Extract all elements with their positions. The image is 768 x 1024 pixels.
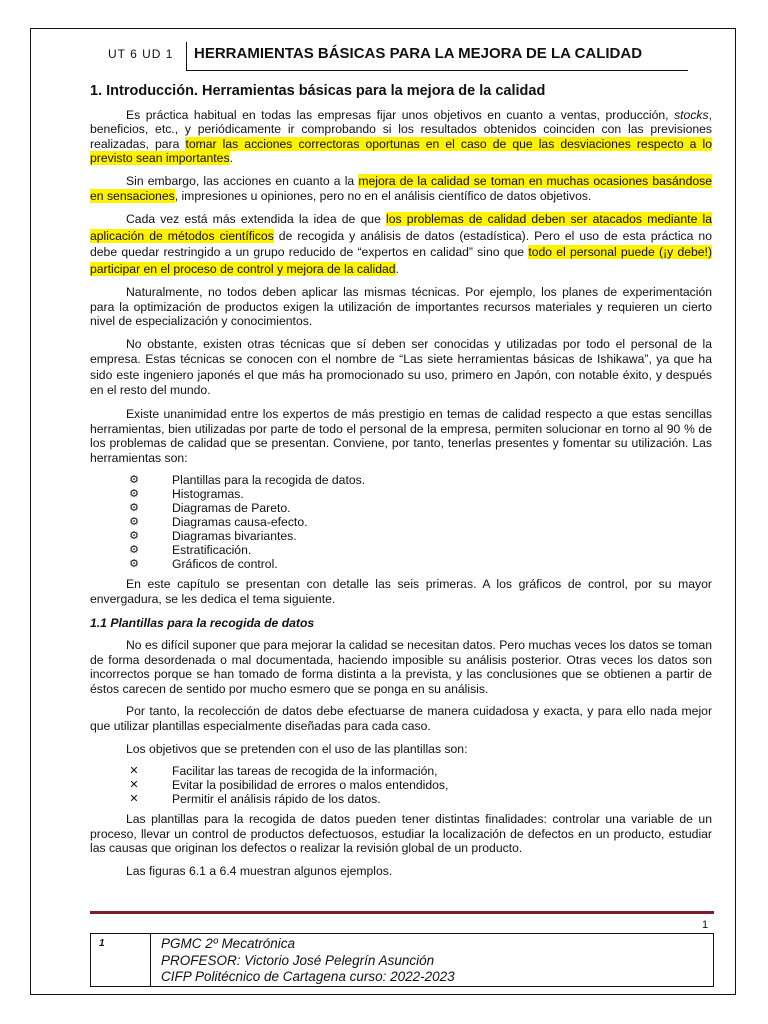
cross-bullet-icon: ✕ xyxy=(129,778,139,792)
list-item-text: Permitir el análisis rápido de los datos. xyxy=(172,792,381,807)
list-item-text: Facilitar las tareas de recogida de la información, xyxy=(172,764,438,779)
list-item-text: Diagramas de Pareto. xyxy=(172,501,291,516)
list-item-text: Evitar la posibilidad de errores o malos entendidos, xyxy=(172,778,449,793)
paragraph xyxy=(90,174,712,203)
gear-bullet-icon: ⚙ xyxy=(129,557,139,571)
text-run: Es práctica habitual en todas las empresas fijar unos objetivos en cuanto a ventas, producción, xyxy=(126,107,675,122)
school-year: CIFP Politécnico de Cartagena curso: 2022-2023 xyxy=(161,969,455,984)
paragraph: Las figuras 6.1 a 6.4 muestran algunos ejemplos. xyxy=(126,864,393,879)
paragraph: Existe unanimidad entre los expertos de más prestigio en temas de calidad respecto a que estas sencillas herramientas, bien utilizadas por parte de todo el personal de la empresa, permiten solucionar en torno al 90 % de los problemas de calidad que se presentan. Conviene, por tanto, tenerlas presentes y fomentar su utilización. Las herramientas son: xyxy=(90,406,712,465)
highlighted-text: los problemas de calidad deben ser atacados mediante la aplicación de métodos científicos xyxy=(90,212,713,243)
paragraph: Las plantillas para la recogida de datos pueden tener distintas finalidades: controlar una variable de un proceso, llevar un control de productos defectuosos, estudiar la localización de defectos en un producto, estudiar las causas que originan los defectos o realizar la revisión global de un producto. xyxy=(90,812,712,856)
gear-bullet-icon: ⚙ xyxy=(129,543,139,557)
text-run-italic: stocks xyxy=(674,107,709,122)
list-item xyxy=(90,543,712,557)
list-item xyxy=(90,778,712,792)
list-item-text: Estratificación. xyxy=(172,543,252,558)
gear-bullet-icon: ⚙ xyxy=(129,501,139,515)
list-item-text: Gráficos de control. xyxy=(172,557,278,572)
list-item xyxy=(90,473,712,487)
header-separator xyxy=(186,42,187,70)
teacher-name: PROFESOR: Victorio José Pelegrín Asunción xyxy=(161,952,435,968)
footer-number: 1 xyxy=(91,934,151,986)
cross-bullet-icon: ✕ xyxy=(129,764,139,778)
footer-text xyxy=(161,936,455,986)
gear-bullet-icon: ⚙ xyxy=(129,473,139,487)
list-item xyxy=(90,487,712,501)
section-heading: 1. Introducción. Herramientas básicas para la mejora de la calidad xyxy=(90,83,546,99)
footer-box xyxy=(90,933,714,987)
text-run: Sin embargo, las acciones en cuanto a la xyxy=(126,173,359,188)
footer-rule xyxy=(90,911,714,914)
text-run: . xyxy=(395,261,399,276)
document-title: HERRAMIENTAS BÁSICAS PARA LA MEJORA DE LA CALIDAD xyxy=(194,45,643,62)
cross-bullet-icon: ✕ xyxy=(129,792,139,806)
list-item xyxy=(90,515,712,529)
highlighted-text: tomar las acciones correctoras oportunas en el caso de que las desviaciones respecto a lo previsto sean importantes xyxy=(90,136,712,166)
subsection-heading: 1.1 Plantillas para la recogida de datos xyxy=(90,615,315,630)
text-run: , impresiones u opiniones, pero no en el análisis científico de datos objetivos. xyxy=(174,188,592,203)
paragraph xyxy=(90,108,712,166)
course-name: PGMC 2º Mecatrónica xyxy=(161,936,295,951)
paragraph: Por tanto, la recolección de datos debe efectuarse de manera cuidadosa y exacta, y para ello nada mejor que utilizar plantillas especialmente diseñadas para cada caso. xyxy=(90,704,712,734)
list-item-text: Diagramas bivariantes. xyxy=(172,529,297,544)
paragraph: No obstante, existen otras técnicas que sí deben ser conocidas y utilizadas por todo el personal de la empresa. Estas técnicas se conocen con el nombre de “Las siete herramientas básicas de Ishikawa”, ya que ha sido este ingeniero japonés el que más ha promocionado su uso, primero en Japón, con notable éxito, y después en el resto del mundo. xyxy=(90,336,712,398)
text-run: de recogida y análisis de datos (estadística). Pero el uso de esta práctica no debe quedar restringido a un grupo reducido de “expertos en calidad” sino que xyxy=(90,228,712,260)
paragraph: Naturalmente, no todos deben aplicar las mismas técnicas. Por ejemplo, los planes de experimentación para la optimización de productos exigen la utilización de importantes recursos materiales y requieren un cierto nivel de especialización y conocimientos. xyxy=(90,285,712,329)
text-run: Cada vez está más extendida la idea de que xyxy=(126,212,387,227)
page-number: 1 xyxy=(702,919,709,931)
list-item-text: Plantillas para la recogida de datos. xyxy=(172,473,366,488)
list-item xyxy=(90,764,712,778)
objectives-list xyxy=(90,764,712,806)
header-rule xyxy=(186,70,688,71)
list-item xyxy=(90,529,712,543)
gear-bullet-icon: ⚙ xyxy=(129,529,139,543)
text-run: . xyxy=(229,151,233,166)
list-item-text: Diagramas causa-efecto. xyxy=(172,515,308,530)
paragraph xyxy=(90,211,712,277)
list-item xyxy=(90,792,712,806)
list-item xyxy=(90,557,712,571)
list-item-text: Histogramas. xyxy=(172,487,244,502)
gear-bullet-icon: ⚙ xyxy=(129,515,139,529)
highlighted-text: todo el personal puede (¡y debe!) participar en el proceso de control y mejora de la calidad xyxy=(90,245,713,276)
paragraph: No es difícil suponer que para mejorar la calidad se necesitan datos. Pero muchas veces los datos se toman de forma desordenada o mal documentada, haciendo imposible su análisis posterior. Otras veces los datos son incorrectos porque se han tomado de forma distinta a la prevista, y las conclusiones que se obtienen a partir de éstos carecen de sentido por mucho esmero que se ponga en su análisis. xyxy=(90,638,712,696)
paragraph: En este capítulo se presentan con detalle las seis primeras. A los gráficos de control, por su mayor envergadura, se les dedica el tema siguiente. xyxy=(90,577,712,606)
gear-bullet-icon: ⚙ xyxy=(129,487,139,501)
unit-label: UT 6 UD 1 xyxy=(108,47,174,61)
page-header xyxy=(88,38,688,73)
document-body xyxy=(90,82,712,887)
text-run: , beneficios, etc., y periódicamente ir comprobando si los resultados obtenidos coinciden con las previsiones realizadas, para xyxy=(90,107,712,151)
list-item xyxy=(90,501,712,515)
highlighted-text: mejora de la calidad se toman en muchas ocasiones basándose en sensaciones xyxy=(90,173,712,203)
paragraph: Los objetivos que se pretenden con el uso de las plantillas son: xyxy=(126,741,468,756)
tools-list xyxy=(90,473,712,571)
